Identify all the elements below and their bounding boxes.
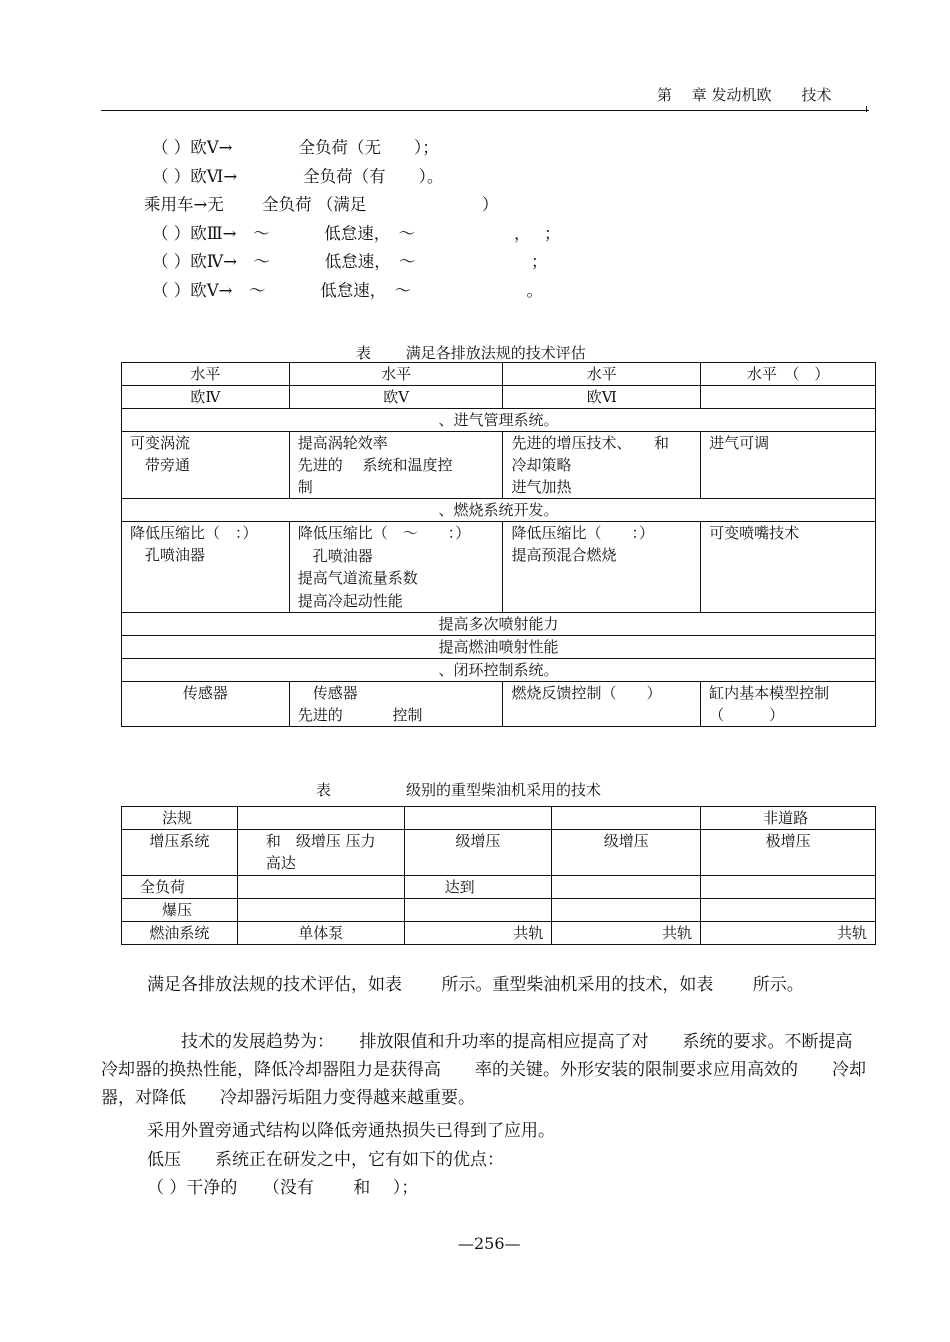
list-line-6: （ ）欧Ⅴ→ ～ 低怠速， ～ 。 [152,281,543,300]
table1-cell: 进气可调 [701,432,876,499]
table1-subheader-4 [701,386,876,409]
table2-cell [552,899,701,922]
table1-cell: 可变喷嘴技术 [701,522,876,613]
table2-cell: 爆压 [122,899,238,922]
table1-cell: 燃烧反馈控制（ ） [503,682,701,727]
list-line-3: 乘用车→无 全负荷 （满足 ） [144,195,499,214]
running-header: 第 章 发动机欧 技术 [657,86,832,104]
table1-cell: 降低压缩比（ ：） 孔喷油器 [122,522,290,613]
table1-header-4: 水平 （ ） [701,363,876,386]
table2-caption: 表 级别的重型柴油机采用的技术 [316,781,602,799]
table1-cell: 降低压缩比（ ～ ：） 孔喷油器 提高气道流量系数 提高冷起动性能 [289,522,503,613]
table2-cell: 达到 [404,876,552,899]
table2-cell: 单体泵 [237,922,404,945]
table1-header-2: 水平 [289,363,503,386]
paragraph-4: 低压 系统正在研发之中，它有如下的优点： [147,1150,504,1170]
table1-section-intake: 、进气管理系统。 [122,409,876,432]
table1-header-1: 水平 [122,363,290,386]
header-rule [101,110,869,111]
table2-cell: 极增压 [701,830,876,876]
list-line-5: （ ）欧Ⅳ→ ～ 低怠速， ～ ； [152,252,548,271]
table2-cell: 燃油系统 [122,922,238,945]
list-line-2: （ ）欧Ⅵ→ 全负荷（有 ）。 [152,167,444,186]
table2-cell: 法规 [122,807,238,830]
table1-caption: 表 满足各排放法规的技术评估 [356,344,586,362]
table2-cell: 共轨 [404,922,552,945]
table2-cell: 增压系统 [122,830,238,876]
header-rule-tick [866,106,867,112]
table1-cell: 先进的增压技术、 和 冷却策略 进气加热 [503,432,701,499]
table2-cell [237,807,404,830]
table2-cell [404,807,552,830]
paragraph-2: 技术的发展趋势为： 排放限值和升功率的提高相应提高了对 系统的要求。不断提高 冷却器的换热性能，降低冷却器阻力是获得高 率的关键。外形安装的限制要求应用高效的 冷却器，对降低 冷却器污垢阻力变得越来越重要。 [101,1032,887,1108]
technology-assessment-table [121,362,876,727]
table1-subheader-3: 欧Ⅵ [503,386,701,409]
table1-cell: 传感器 先进的 控制 [289,682,503,727]
table2-cell [701,876,876,899]
paragraph-5: （ ）干净的 （没有 和 ）； [147,1178,419,1198]
table1-subheader-2: 欧Ⅴ [289,386,503,409]
table1-section-control: 、闭环控制系统。 [122,659,876,682]
table2-cell [237,899,404,922]
table1-cell: 可变涡流 带旁通 [122,432,290,499]
table2-cell [701,899,876,922]
table1-subheader-1: 欧Ⅳ [122,386,290,409]
table2-cell [404,899,552,922]
table1-cell: 提高涡轮效率 先进的 系统和温度控 制 [289,432,503,499]
table1-span-row: 提高燃油喷射性能 [122,636,876,659]
table1-cell: 降低压缩比（ ：） 提高预混合燃烧 [503,522,701,613]
table2-cell [552,807,701,830]
table2-cell [552,876,701,899]
table2-cell: 和 级增压 压力 高达 [237,830,404,876]
page-number: —256— [458,1234,521,1253]
list-line-1: （ ）欧Ⅴ→ 全负荷（无 ）； [152,138,439,157]
table2-cell: 非道路 [701,807,876,830]
table2-cell [237,876,404,899]
paragraph-1: 满足各排放法规的技术评估，如表 所示。重型柴油机采用的技术，如表 所示。 [147,975,804,995]
table2-cell: 级增压 [404,830,552,876]
table2-cell: 全负荷 [122,876,238,899]
table2-cell: 共轨 [552,922,701,945]
table1-cell: 缸内基本模型控制 （ ） [701,682,876,727]
table1-span-row: 提高多次喷射能力 [122,613,876,636]
table1-header-3: 水平 [503,363,701,386]
table2-cell: 级增压 [552,830,701,876]
list-line-4: （ ）欧Ⅲ→ ～ 低怠速， ～ ， ； [152,224,561,243]
table2-cell: 共轨 [701,922,876,945]
heavy-diesel-technology-table [121,806,876,945]
paragraph-3: 采用外置旁通式结构以降低旁通热损失已得到了应用。 [147,1121,555,1141]
table1-section-combustion: 、燃烧系统开发。 [122,499,876,522]
table1-cell: 传感器 [122,682,290,727]
